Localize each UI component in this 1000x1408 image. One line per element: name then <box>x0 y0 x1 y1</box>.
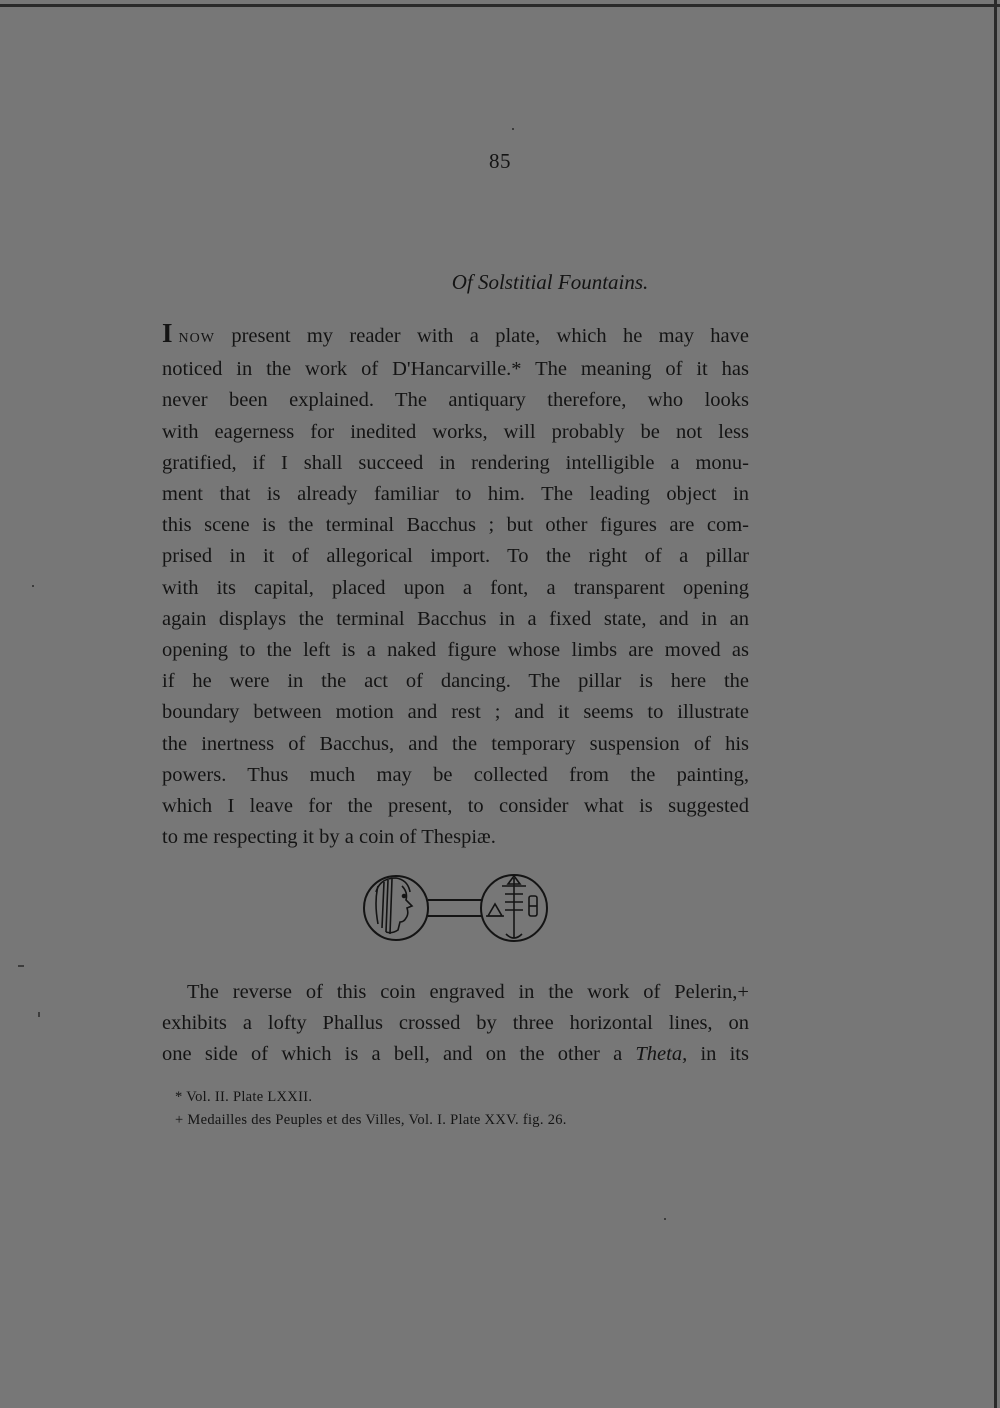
scan-speck <box>512 128 514 130</box>
paragraph-line: which I leave for the present, to consider what is suggested <box>162 795 749 818</box>
paragraph-line: to me respecting it by a coin of Thespiæ. <box>162 826 496 849</box>
footnote-1: * Vol. II. Plate LXXII. <box>175 1089 313 1105</box>
scan-speck <box>38 1012 40 1017</box>
right-border-line <box>994 0 997 1408</box>
paragraph-line: with its capital, placed upon a font, a transparent opening <box>162 576 749 599</box>
paragraph-line: if he were in the act of dancing. The pillar is here the <box>162 670 749 693</box>
paragraph-line <box>162 1039 749 1070</box>
page-number: 85 <box>489 149 511 173</box>
paragraph-line: never been explained. The antiquary therefore, who looks <box>162 389 749 412</box>
italic-word: Theta, <box>635 1043 688 1066</box>
top-border-line <box>0 4 1000 7</box>
paragraph-line: boundary between motion and rest ; and it seems to illustrate <box>162 701 749 724</box>
paragraph-1 <box>162 318 749 853</box>
paragraph-line: exhibits a lofty Phallus crossed by three horizontal lines, on <box>162 1012 749 1035</box>
paragraph-line: ment that is already familiar to him. The leading object in <box>162 483 749 506</box>
paragraph-line: powers. Thus much may be collected from the painting, <box>162 763 749 786</box>
coin-of-thespiae-illustration <box>362 862 554 954</box>
paragraph-line-text: one side of which is a bell, and on the other a <box>162 1043 623 1066</box>
scan-speck <box>32 585 34 587</box>
footnotes <box>175 1086 735 1132</box>
paragraph-2 <box>162 977 749 1071</box>
section-title <box>0 270 900 295</box>
scan-speck <box>664 1218 666 1220</box>
paragraph-line <box>162 318 749 354</box>
paragraph-line: gratified, if I shall succeed in rendering intelligible a monu- <box>162 451 749 474</box>
phallus-and-bell-icon <box>486 876 537 938</box>
paragraph-line: again displays the terminal Bacchus in a fixed state, and in an <box>162 607 749 630</box>
section-title-text: Of Solstitial Fountains. <box>451 270 649 294</box>
small-caps-word: NOW <box>178 331 215 346</box>
paragraph-line: noticed in the work of D'Hancarville.* The meaning of it has <box>162 358 749 381</box>
paragraph-line: The reverse of this coin engraved in the work of Pelerin,+ <box>187 981 749 1003</box>
footnote-2: + Medailles des Peuples et des Villes, Vol. I. Plate XXV. fig. 26. <box>175 1112 567 1128</box>
paragraph-line: with eagerness for inedited works, will probably be not less <box>162 420 749 443</box>
paragraph-line: the inertness of Bacchus, and the temporary suspension of his <box>162 732 749 755</box>
scan-speck <box>18 965 24 967</box>
paragraph-line: opening to the left is a naked figure whose limbs are moved as <box>162 639 749 662</box>
head-profile-icon <box>376 878 412 934</box>
paragraph-line: prised in it of allegorical import. To the right of a pillar <box>162 545 749 568</box>
paragraph-line: this scene is the terminal Bacchus ; but other figures are com- <box>162 514 749 537</box>
drop-cap: I <box>162 318 173 348</box>
paragraph-line-text: in its <box>700 1043 749 1066</box>
paragraph-line-text: present my reader with a plate, which he may have <box>231 325 750 347</box>
